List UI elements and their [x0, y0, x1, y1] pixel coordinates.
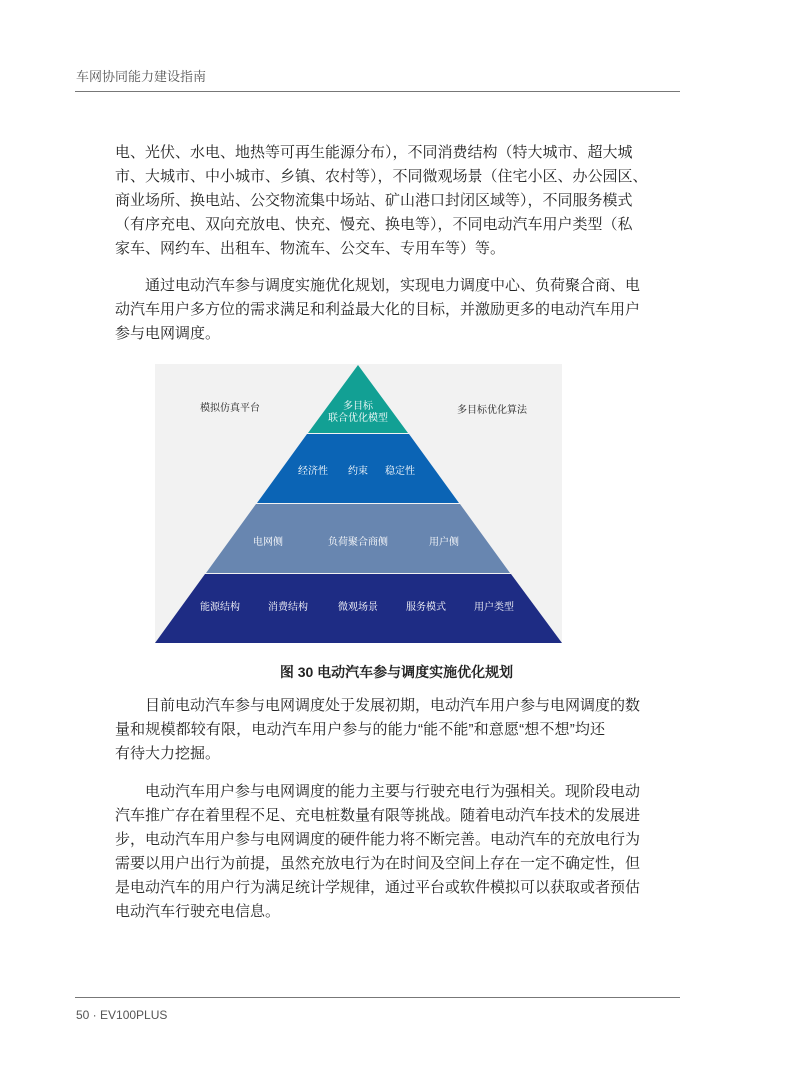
running-header: 车网协同能力建设指南 [76, 69, 207, 84]
layer2-item: 经济性 [298, 466, 328, 477]
layer4-item: 用户类型 [474, 602, 514, 613]
page-footer: 50 · EV100PLUS [76, 1008, 168, 1022]
layer4-item: 服务模式 [406, 602, 446, 613]
text-line: 有待大力挖掘。 [115, 745, 221, 762]
text-line: 电、光伏、水电、地热等可再生能源分布），不同消费结构（特大城市、超大城 [115, 144, 633, 161]
text-line: 电动汽车行驶充电信息。 [115, 903, 281, 920]
text-line: 市、大城市、中小城市、乡镇、农村等），不同微观场景（住宅小区、办公园区、 [115, 168, 648, 185]
pyramid-figure [155, 364, 562, 643]
layer4-item: 消费结构 [268, 602, 308, 613]
text-line: 家车、网约车、出租车、物流车、公交车、专用车等）等。 [115, 240, 506, 257]
layer3-item: 电网侧 [253, 537, 283, 548]
text-line: 是电动汽车的用户行为满足统计学规律，通过平台或软件模拟可以获取或者预估 [115, 879, 641, 896]
left-label: 模拟仿真平台 [200, 403, 260, 414]
paragraph-1 [115, 141, 648, 261]
text-line: 电动汽车用户参与电网调度的能力主要与行驶充电行为强相关。现阶段电动 [145, 783, 641, 800]
text-line: 通过电动汽车参与调度实施优化规划，实现电力调度中心、负荷聚合商、电 [145, 277, 641, 294]
text-line: 参与电网调度。 [115, 325, 221, 342]
text-line: 量和规模都较有限，电动汽车用户参与的能力“能不能”和意愿“想不想”均还 [115, 721, 605, 738]
text-line: 目前电动汽车参与电网调度处于发展初期，电动汽车用户参与电网调度的数 [145, 697, 641, 714]
text-line: 步，电动汽车用户参与电网调度的硬件能力将不断完善。电动汽车的充放电行为 [115, 831, 641, 848]
text-line: （有序充电、双向充放电、快充、慢充、换电等），不同电动汽车用户类型（私 [115, 216, 633, 233]
layer2-item: 稳定性 [385, 466, 415, 477]
top-label [328, 401, 388, 425]
text-line: 商业场所、换电站、公交物流集中场站、矿山港口封闭区域等），不同服务模式 [115, 192, 633, 209]
text-line: 动汽车用户多方位的需求满足和利益最大化的目标，并激励更多的电动汽车用户 [115, 301, 641, 318]
text-line: 需要以用户出行为前提，虽然充放电行为在时间及空间上存在一定不确定性，但 [115, 855, 641, 872]
layer4-item: 能源结构 [200, 602, 240, 613]
text-line: 汽车推广存在着里程不足、充电桩数量有限等挑战。随着电动汽车技术的发展进 [115, 807, 641, 824]
paragraph-4 [115, 780, 641, 924]
right-label: 多目标优化算法 [457, 405, 527, 416]
top-label-line1: 多目标 [343, 401, 373, 412]
layer2-item: 约束 [348, 466, 368, 477]
layer3-item: 负荷聚合商侧 [328, 537, 388, 548]
figure-caption: 图 30 电动汽车参与调度实施优化规划 [279, 664, 514, 680]
top-label-line2: 联合优化模型 [328, 413, 388, 424]
footer-rule [75, 997, 680, 998]
paragraph-3 [115, 694, 641, 766]
layer3-item: 用户侧 [429, 537, 459, 548]
header-rule [75, 91, 680, 92]
layer4-item: 微观场景 [338, 602, 378, 613]
paragraph-2 [115, 274, 641, 346]
